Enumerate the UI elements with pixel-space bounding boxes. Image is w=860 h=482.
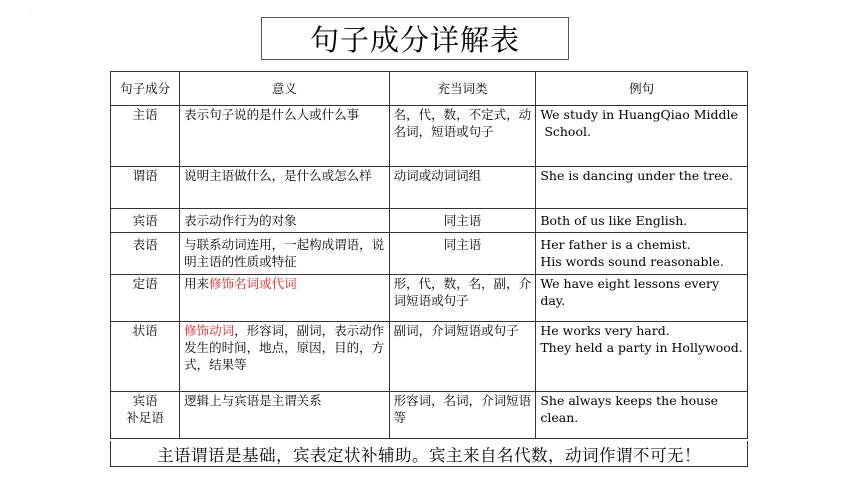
- row-example: [536, 275, 748, 322]
- example-line: School.: [540, 124, 591, 139]
- role-line: 宾语: [132, 393, 158, 408]
- row-words: 形容词，名词，介词短语等: [389, 392, 536, 439]
- header-word-class: 充当词类: [389, 72, 536, 106]
- example-line: She is dancing under the tree.: [540, 168, 733, 183]
- meaning-highlight: 修饰名词或代词: [209, 276, 297, 291]
- row-role: 谓语: [111, 167, 180, 209]
- row-meaning: [180, 322, 390, 392]
- row-role: 宾语: [111, 209, 180, 233]
- row-role: 主语: [111, 106, 180, 167]
- example-line: Her father is a chemist.: [540, 237, 691, 252]
- table-row: [111, 322, 748, 392]
- corner-mark: ·: [30, 8, 32, 15]
- example-line: We have eight lessons every day.: [540, 276, 720, 308]
- row-meaning: 逻辑上与宾语是主谓关系: [180, 392, 390, 439]
- row-words: 同主语: [389, 233, 536, 275]
- row-example: [536, 167, 748, 209]
- row-role: 表语: [111, 233, 180, 275]
- row-meaning: [180, 275, 390, 322]
- row-words: 动词或动词词组: [389, 167, 536, 209]
- meaning-text: ，形容词，副词，表示动作发生的时间，地点，原因，目的，方式，结果等: [184, 323, 385, 372]
- example-line: clean.: [540, 410, 579, 425]
- table-row: [111, 233, 748, 275]
- table-row: [111, 392, 748, 439]
- example-line: We study in HuangQiao Middle: [540, 107, 738, 122]
- example-line: He works very hard.: [540, 323, 670, 338]
- row-example: [536, 106, 748, 167]
- row-meaning: 表示句子说的是什么人或什么事: [180, 106, 390, 167]
- role-line: 补足语: [126, 410, 164, 425]
- summary-rhyme: 主语谓语是基础，宾表定状补辅助。宾主来自名代数，动词作谓不可无！: [110, 441, 748, 467]
- header-meaning: 意义: [180, 72, 390, 106]
- row-meaning: 表示动作行为的对象: [180, 209, 390, 233]
- header-example: 例句: [536, 72, 748, 106]
- table-row: [111, 167, 748, 209]
- row-role: [111, 392, 180, 439]
- meaning-highlight: 修饰动词: [184, 323, 235, 338]
- row-words: 同主语: [389, 209, 536, 233]
- example-line: Both of us like English.: [540, 213, 688, 228]
- row-example: [536, 392, 748, 439]
- example-line: His words sound reasonable.: [540, 254, 724, 269]
- row-example: [536, 322, 748, 392]
- row-words: 名，代，数，不定式，动名词，短语或句子: [389, 106, 536, 167]
- row-meaning: 与联系动词连用，一起构成谓语，说明主语的性质或特征: [180, 233, 390, 275]
- table-row: [111, 275, 748, 322]
- row-words: 形，代，数，名，副，介词短语或句子: [389, 275, 536, 322]
- table-row: [111, 209, 748, 233]
- header-component: 句子成分: [111, 72, 180, 106]
- row-words: 副词，介词短语或句子: [389, 322, 536, 392]
- row-role: 状语: [111, 322, 180, 392]
- page-title: 句子成分详解表: [261, 17, 569, 60]
- row-example: [536, 209, 748, 233]
- example-line: They held a party in Hollywood.: [540, 340, 743, 355]
- table-row: [111, 106, 748, 167]
- row-meaning: 说明主语做什么，是什么或怎么样: [180, 167, 390, 209]
- row-role: 定语: [111, 275, 180, 322]
- example-line: She always keeps the house: [540, 393, 719, 408]
- sentence-components-table: [110, 71, 748, 439]
- meaning-text: 用来: [184, 276, 210, 291]
- row-example: [536, 233, 748, 275]
- header-row: [111, 72, 748, 106]
